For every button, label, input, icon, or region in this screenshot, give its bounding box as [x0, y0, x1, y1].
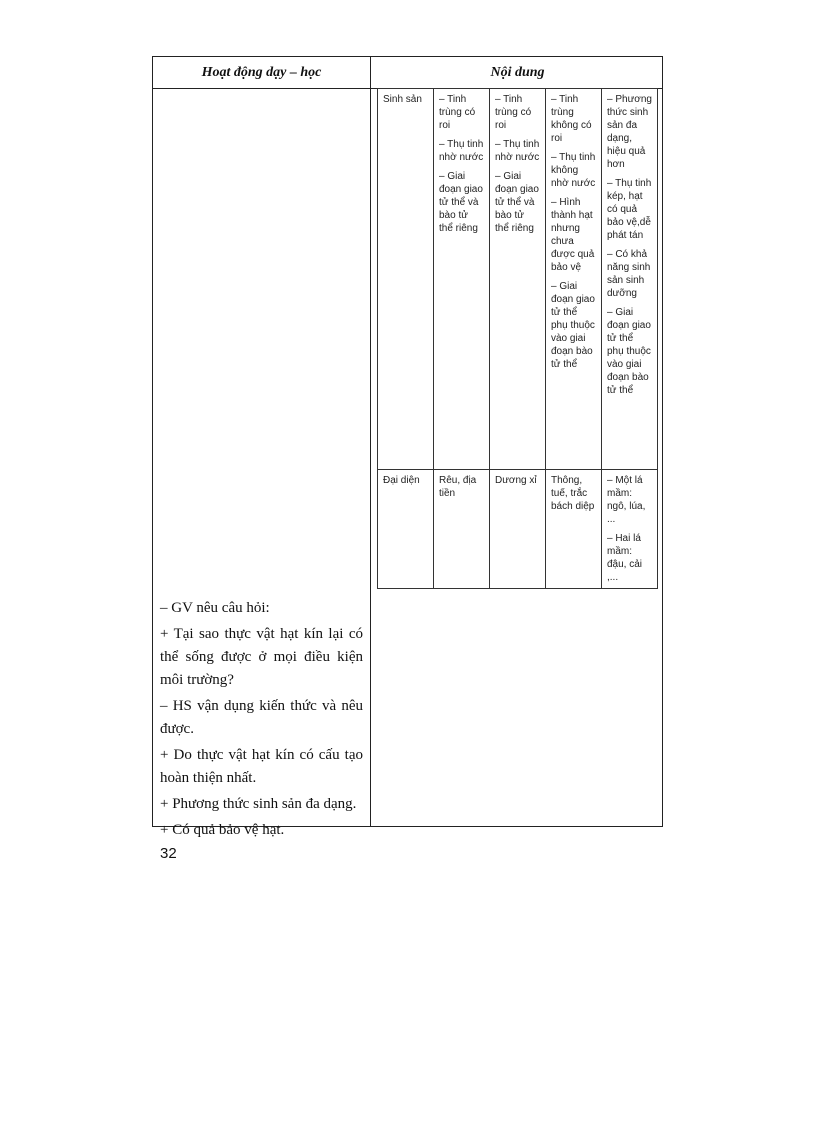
cell-line: – Thụ tinh kép, hạt có quả bảo vệ,dễ phát tán — [607, 178, 652, 241]
cell-line: Dương xỉ — [495, 475, 537, 486]
cell-line: – Giai đoạn giao tử thể và bào tử thể riêng — [495, 171, 539, 234]
table-cell — [546, 89, 602, 470]
cell-line: – Giai đoạn giao tử thể phụ thuộc vào giai đoạn bào tử thể — [551, 281, 595, 370]
cell-line: – Tinh trùng không có roi — [551, 94, 592, 144]
cell-line: Rêu, địa tiền — [439, 475, 477, 499]
table-row — [378, 89, 658, 470]
table-cell — [602, 89, 658, 470]
comparison-table — [377, 88, 658, 589]
cell-line: – Giai đoạn giao tử thể phụ thuộc vào giai đoạn bào tử thể — [607, 307, 651, 396]
activity-line: – GV nêu câu hỏi: — [160, 600, 270, 616]
header-activity: Hoạt động dạy – học — [201, 65, 322, 80]
activity-line: + Tại sao thực vật hạt kín lại có thể sống được ở mọi điều kiện môi trường? — [160, 626, 363, 688]
table-cell — [602, 470, 658, 589]
table-cell — [434, 89, 490, 470]
activity-line: + Do thực vật hạt kín có cấu tạo hoàn thiện nhất. — [160, 747, 363, 786]
header-content: Nội dung — [490, 65, 545, 80]
cell-line: – Tinh trùng có roi — [439, 94, 476, 131]
cell-line: – Hình thành hạt nhưng chưa được quả bảo vệ — [551, 197, 595, 273]
cell-line: Thông, tuế, trắc bách diệp — [551, 475, 595, 512]
row-label: Sinh sản — [378, 89, 434, 470]
table-cell — [490, 89, 546, 470]
activity-line: – HS vận dụng kiến thức và nêu được. — [160, 698, 363, 737]
table-row — [378, 470, 658, 589]
table-cell — [490, 470, 546, 589]
cell-line: – Một lá mầm: ngô, lúa, ... — [607, 475, 646, 525]
table-cell — [434, 470, 490, 589]
activity-line: + Phương thức sinh sản đa dạng. — [160, 796, 357, 812]
column-divider — [370, 57, 371, 826]
cell-line: – Hai lá mầm: đậu, cải ,... — [607, 533, 643, 583]
cell-line: – Giai đoạn giao tử thể và bào tử thể riêng — [439, 171, 483, 234]
cell-line: – Tinh trùng có roi — [495, 94, 532, 131]
row-label: Đại diện — [378, 470, 434, 589]
cell-line: – Thụ tinh nhờ nước — [495, 139, 540, 163]
page-number: 32 — [160, 845, 177, 862]
cell-line: – Phương thức sinh sản đa dạng, hiệu quả hơn — [607, 94, 652, 170]
cell-line: – Có khả năng sinh sản sinh dưỡng — [607, 249, 651, 299]
cell-line: – Thụ tinh nhờ nước — [439, 139, 484, 163]
cell-line: – Thụ tinh không nhờ nước — [551, 152, 596, 189]
activity-line: + Có quả bảo vệ hạt. — [160, 822, 285, 838]
table-cell — [546, 470, 602, 589]
activity-column — [160, 597, 363, 845]
